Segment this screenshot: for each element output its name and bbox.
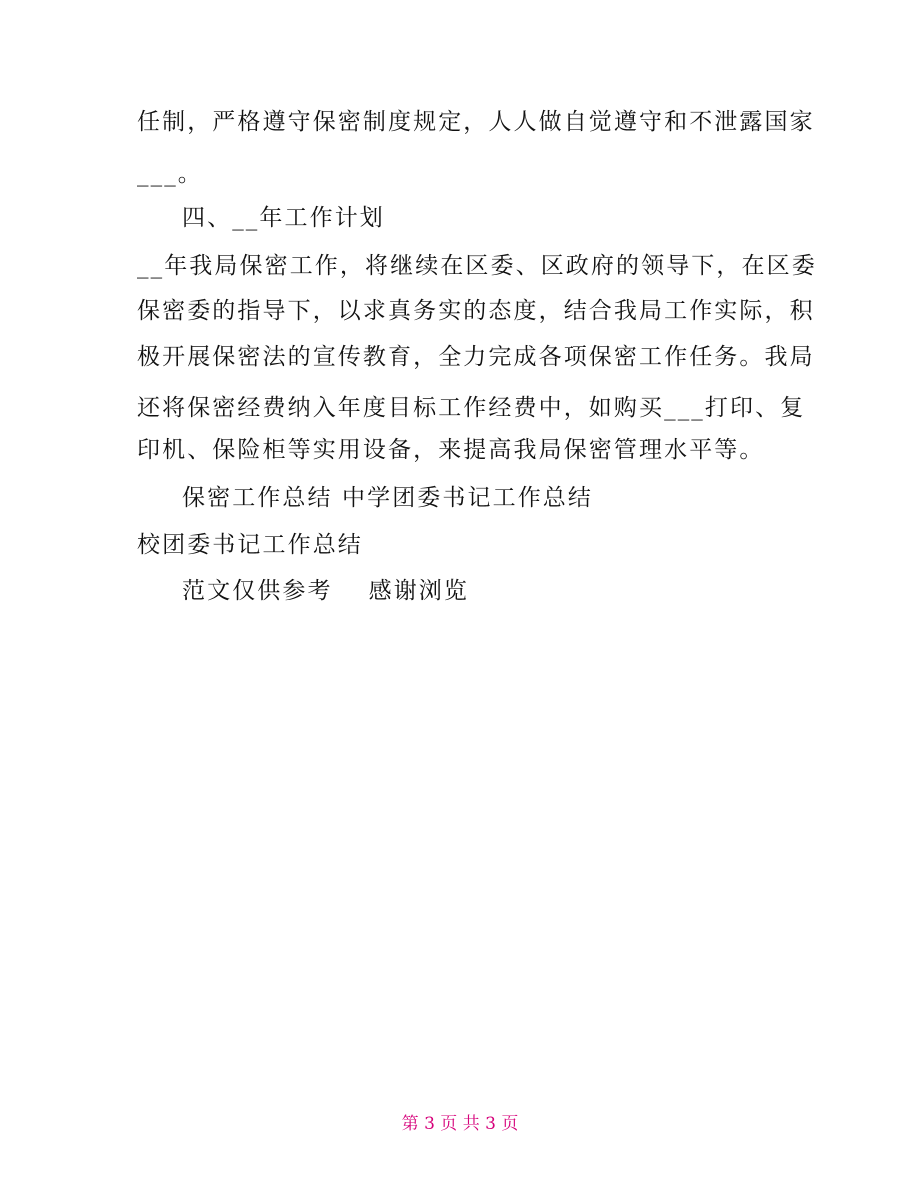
body-line: 任制，严格遵守保密制度规定，人人做自觉遵守和不泄露国家 (137, 109, 815, 135)
related-links-line: 保密工作总结 中学团委书记工作总结 (182, 485, 594, 511)
body-line: ___。 (137, 161, 203, 187)
section-heading: 四、__年工作计划 (182, 205, 385, 231)
related-links-line: 校团委书记工作总结 (137, 532, 363, 558)
closing-line (182, 576, 842, 606)
body-line: 保密委的指导下，以求真务实的态度，结合我局工作实际，积 (137, 298, 815, 324)
closing-thanks: 感谢浏览 (368, 578, 470, 604)
closing-note: 范文仅供参考 (182, 578, 333, 604)
page-number-footer: 第 3 页 共 3 页 (401, 1114, 519, 1134)
body-line: __年我局保密工作，将继续在区委、区政府的领导下，在区委 (137, 253, 817, 279)
body-line: 印机、保险柜等实用设备，来提高我局保密管理水平等。 (137, 437, 765, 463)
body-line: 还将保密经费纳入年度目标工作经费中，如购买___打印、复 (137, 395, 806, 421)
body-line: 极开展保密法的宣传教育，全力完成各项保密工作任务。我局 (137, 344, 815, 370)
